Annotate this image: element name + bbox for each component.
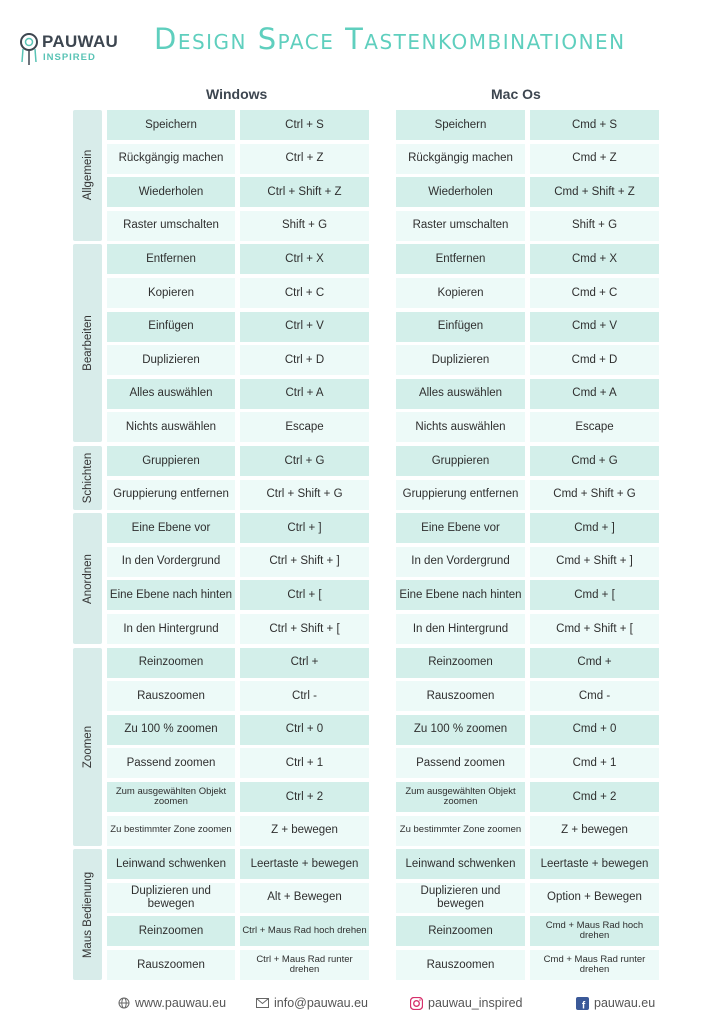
section-label-text: Maus Bedienung bbox=[81, 871, 94, 958]
windows-action-cell: Wiederholen bbox=[107, 177, 235, 207]
mac-shortcut-cell: Cmd + D bbox=[530, 345, 659, 375]
windows-shortcut-cell: Leertaste + bewegen bbox=[240, 849, 369, 879]
windows-action-cell: Rauszoomen bbox=[107, 681, 235, 711]
mac-action-cell: In den Hintergrund bbox=[396, 614, 525, 644]
mac-action-cell: Reinzoomen bbox=[396, 648, 525, 678]
mac-shortcut-cell: Cmd + Z bbox=[530, 144, 659, 174]
section-label bbox=[73, 849, 102, 980]
windows-shortcut-cell: Ctrl - bbox=[240, 681, 369, 711]
windows-shortcut-cell: Ctrl + Shift + Z bbox=[240, 177, 369, 207]
mac-action-cell: Kopieren bbox=[396, 278, 525, 308]
windows-shortcut-cell: Ctrl + S bbox=[240, 110, 369, 140]
windows-action-cell: Speichern bbox=[107, 110, 235, 140]
windows-shortcut-cell: Shift + G bbox=[240, 211, 369, 241]
dreamcatcher-icon bbox=[18, 32, 40, 66]
windows-shortcut-cell: Ctrl + bbox=[240, 648, 369, 678]
windows-action-cell: Reinzoomen bbox=[107, 648, 235, 678]
mail-icon bbox=[256, 998, 269, 1008]
footer-email[interactable] bbox=[256, 996, 368, 1010]
footer-facebook-text: pauwau.eu bbox=[594, 996, 656, 1010]
windows-action-cell: Zu bestimmter Zone zoomen bbox=[107, 816, 235, 846]
windows-shortcut-cell: Ctrl + Maus Rad hoch drehen bbox=[240, 916, 369, 946]
mac-shortcut-cell: Escape bbox=[530, 412, 659, 442]
globe-icon bbox=[118, 997, 130, 1009]
mac-action-cell: Nichts auswählen bbox=[396, 412, 525, 442]
windows-action-cell: Zu 100 % zoomen bbox=[107, 715, 235, 745]
footer-facebook[interactable] bbox=[576, 996, 655, 1010]
section-label-text: Anordnen bbox=[81, 553, 94, 604]
section-label-text: Zoomen bbox=[81, 725, 94, 768]
windows-shortcut-cell: Ctrl + 0 bbox=[240, 715, 369, 745]
mac-action-cell: Raster umschalten bbox=[396, 211, 525, 241]
section-label-text: Schichten bbox=[81, 452, 94, 504]
windows-shortcut-cell: Escape bbox=[240, 412, 369, 442]
mac-shortcut-cell: Cmd + Shift + G bbox=[530, 480, 659, 510]
mac-shortcut-cell: Cmd + C bbox=[530, 278, 659, 308]
mac-shortcut-cell: Shift + G bbox=[530, 211, 659, 241]
mac-shortcut-cell: Cmd + Maus Rad hoch drehen bbox=[530, 916, 659, 946]
mac-action-cell: Entfernen bbox=[396, 244, 525, 274]
mac-shortcut-cell: Option + Bewegen bbox=[530, 883, 659, 913]
windows-action-cell: Leinwand schwenken bbox=[107, 849, 235, 879]
footer-instagram-text: pauwau_inspired bbox=[428, 996, 523, 1010]
mac-action-cell: Passend zoomen bbox=[396, 748, 525, 778]
windows-shortcut-cell: Ctrl + Shift + ] bbox=[240, 547, 369, 577]
mac-action-cell: Rauszoomen bbox=[396, 950, 525, 980]
windows-action-cell: Duplizieren und bewegen bbox=[107, 883, 235, 913]
windows-shortcut-cell: Ctrl + Shift + G bbox=[240, 480, 369, 510]
windows-shortcut-cell: Ctrl + ] bbox=[240, 513, 369, 543]
mac-shortcut-cell: Z + bewegen bbox=[530, 816, 659, 846]
windows-shortcut-cell: Ctrl + X bbox=[240, 244, 369, 274]
mac-shortcut-cell: Cmd + S bbox=[530, 110, 659, 140]
mac-action-cell: In den Vordergrund bbox=[396, 547, 525, 577]
footer-instagram[interactable] bbox=[410, 996, 523, 1010]
section-label bbox=[73, 513, 102, 644]
mac-shortcut-cell: Cmd + 2 bbox=[530, 782, 659, 812]
windows-shortcut-cell: Alt + Bewegen bbox=[240, 883, 369, 913]
windows-action-cell: Rückgängig machen bbox=[107, 144, 235, 174]
windows-shortcut-cell: Ctrl + A bbox=[240, 379, 369, 409]
mac-shortcut-cell: Cmd + [ bbox=[530, 580, 659, 610]
windows-action-cell: Rauszoomen bbox=[107, 950, 235, 980]
mac-action-cell: Gruppierung entfernen bbox=[396, 480, 525, 510]
section-label bbox=[73, 446, 102, 510]
mac-shortcut-cell: Cmd + bbox=[530, 648, 659, 678]
mac-action-cell: Eine Ebene nach hinten bbox=[396, 580, 525, 610]
section-label bbox=[73, 648, 102, 846]
windows-action-cell: Eine Ebene nach hinten bbox=[107, 580, 235, 610]
mac-action-cell: Gruppieren bbox=[396, 446, 525, 476]
mac-action-cell: Wiederholen bbox=[396, 177, 525, 207]
footer-email-text: info@pauwau.eu bbox=[274, 996, 369, 1010]
windows-action-cell: Reinzoomen bbox=[107, 916, 235, 946]
windows-action-cell: Nichts auswählen bbox=[107, 412, 235, 442]
windows-action-cell: In den Hintergrund bbox=[107, 614, 235, 644]
mac-shortcut-cell: Cmd - bbox=[530, 681, 659, 711]
footer-website-text: www.pauwau.eu bbox=[135, 996, 227, 1010]
mac-shortcut-cell: Leertaste + bewegen bbox=[530, 849, 659, 879]
mac-action-cell: Eine Ebene vor bbox=[396, 513, 525, 543]
mac-shortcut-cell: Cmd + 1 bbox=[530, 748, 659, 778]
windows-action-cell: In den Vordergrund bbox=[107, 547, 235, 577]
windows-column-header: Windows bbox=[206, 86, 268, 102]
mac-action-cell: Einfügen bbox=[396, 312, 525, 342]
mac-shortcut-cell: Cmd + A bbox=[530, 379, 659, 409]
mac-shortcut-cell: Cmd + Shift + [ bbox=[530, 614, 659, 644]
section-label-text: Bearbeiten bbox=[81, 315, 94, 372]
mac-action-cell: Zu 100 % zoomen bbox=[396, 715, 525, 745]
mac-action-cell: Zum ausgewählten Objekt zoomen bbox=[396, 782, 525, 812]
mac-shortcut-cell: Cmd + Shift + ] bbox=[530, 547, 659, 577]
mac-action-cell: Reinzoomen bbox=[396, 916, 525, 946]
windows-action-cell: Duplizieren bbox=[107, 345, 235, 375]
windows-action-cell: Zum ausgewählten Objekt zoomen bbox=[107, 782, 235, 812]
mac-action-cell: Duplizieren und bewegen bbox=[396, 883, 525, 913]
windows-shortcut-cell: Ctrl + Z bbox=[240, 144, 369, 174]
mac-action-cell: Zu bestimmter Zone zoomen bbox=[396, 816, 525, 846]
instagram-icon bbox=[410, 997, 423, 1010]
mac-shortcut-cell: Cmd + G bbox=[530, 446, 659, 476]
windows-shortcut-cell: Ctrl + G bbox=[240, 446, 369, 476]
footer-website[interactable] bbox=[118, 996, 226, 1010]
windows-action-cell: Raster umschalten bbox=[107, 211, 235, 241]
section-label bbox=[73, 244, 102, 442]
mac-shortcut-cell: Cmd + X bbox=[530, 244, 659, 274]
mac-action-cell: Rauszoomen bbox=[396, 681, 525, 711]
windows-shortcut-cell: Ctrl + 1 bbox=[240, 748, 369, 778]
mac-shortcut-cell: Cmd + Maus Rad runter drehen bbox=[530, 950, 659, 980]
mac-shortcut-cell: Cmd + ] bbox=[530, 513, 659, 543]
mac-action-cell: Duplizieren bbox=[396, 345, 525, 375]
windows-shortcut-cell: Ctrl + [ bbox=[240, 580, 369, 610]
windows-action-cell: Eine Ebene vor bbox=[107, 513, 235, 543]
windows-shortcut-cell: Ctrl + Shift + [ bbox=[240, 614, 369, 644]
windows-action-cell: Passend zoomen bbox=[107, 748, 235, 778]
windows-shortcut-cell: Ctrl + C bbox=[240, 278, 369, 308]
section-label-text: Allgemein bbox=[81, 150, 94, 201]
windows-action-cell: Entfernen bbox=[107, 244, 235, 274]
windows-action-cell: Alles auswählen bbox=[107, 379, 235, 409]
mac-shortcut-cell: Cmd + V bbox=[530, 312, 659, 342]
mac-shortcut-cell: Cmd + Shift + Z bbox=[530, 177, 659, 207]
windows-action-cell: Kopieren bbox=[107, 278, 235, 308]
windows-shortcut-cell: Ctrl + V bbox=[240, 312, 369, 342]
brand-logo bbox=[18, 30, 118, 70]
page-title: Design Space Tastenkombinationen bbox=[154, 22, 626, 56]
windows-shortcut-cell: Ctrl + D bbox=[240, 345, 369, 375]
mac-action-cell: Alles auswählen bbox=[396, 379, 525, 409]
windows-shortcut-cell: Ctrl + 2 bbox=[240, 782, 369, 812]
windows-shortcut-cell: Z + bewegen bbox=[240, 816, 369, 846]
brand-tagline: INSPIRED bbox=[43, 52, 96, 63]
svg-text:f: f bbox=[581, 1000, 586, 1010]
brand-name: PAUWAU bbox=[42, 32, 119, 51]
facebook-icon bbox=[576, 997, 589, 1010]
windows-action-cell: Gruppieren bbox=[107, 446, 235, 476]
windows-action-cell: Gruppierung entfernen bbox=[107, 480, 235, 510]
windows-shortcut-cell: Ctrl + Maus Rad runter drehen bbox=[240, 950, 369, 980]
mac-shortcut-cell: Cmd + 0 bbox=[530, 715, 659, 745]
section-label bbox=[73, 110, 102, 241]
mac-action-cell: Rückgängig machen bbox=[396, 144, 525, 174]
mac-column-header: Mac Os bbox=[491, 86, 541, 102]
windows-action-cell: Einfügen bbox=[107, 312, 235, 342]
mac-action-cell: Speichern bbox=[396, 110, 525, 140]
mac-action-cell: Leinwand schwenken bbox=[396, 849, 525, 879]
